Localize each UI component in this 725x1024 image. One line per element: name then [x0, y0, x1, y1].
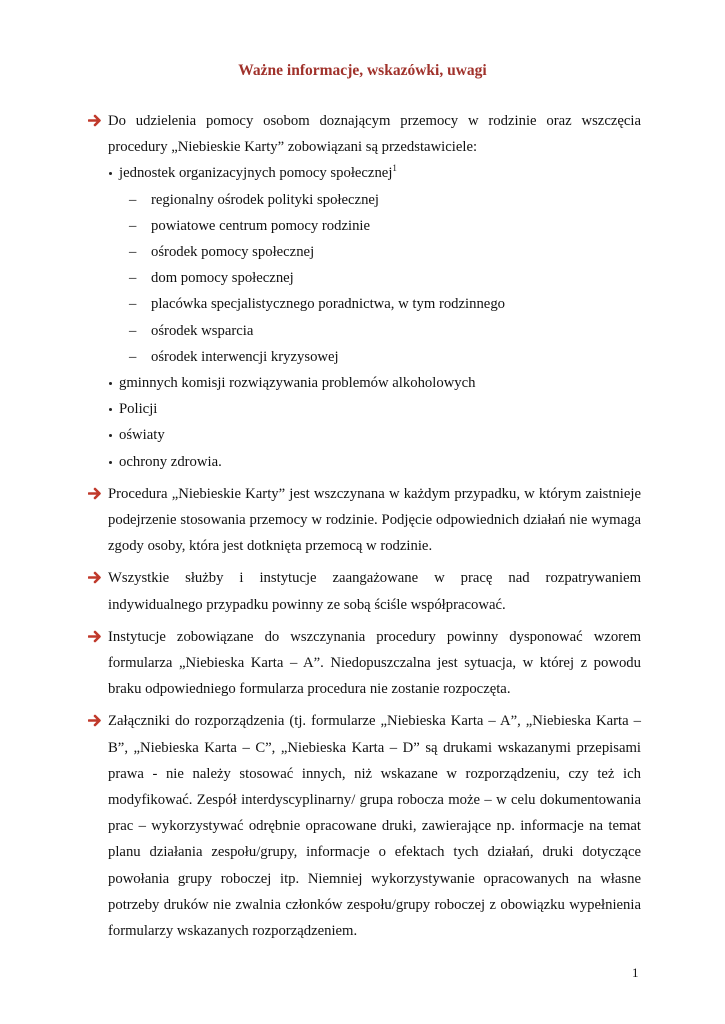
item-4-text: Instytucje zobowiązane do wszczynania procedury powinny dysponować wzorem formularza „Niebieska Karta – A”. Niedopuszczalna jest sytuacja, w której z powodu braku odpowiedniego formularza procedura nie zostanie rozpoczęta. — [108, 628, 641, 698]
bullet-dot-icon — [109, 434, 112, 437]
dash-mark: – — [129, 191, 137, 208]
bullet-item — [108, 396, 641, 422]
dash-list — [119, 187, 641, 370]
list-item-3 — [88, 565, 641, 617]
right-arrow-icon — [88, 629, 103, 644]
dash-label: ośrodek pomocy społecznej — [151, 244, 315, 261]
dash-label: powiatowe centrum pomocy rodzinie — [151, 217, 371, 234]
bullet-list — [108, 160, 641, 474]
footnote-marker: 1 — [392, 163, 397, 174]
item-5-text: Załączniki do rozporządzenia (tj. formularze „Niebieska Karta – A”, „Niebieska Karta – B”, „Niebieska Karta – C”, „Niebieska Karta – D” są drukami wskazanymi przepisami prawa - nie należy stosować innych, niż wskazane w rozporządzeniu, czy też ich modyfikować. Zespół interdyscyplinarny/ grupa robocza może – w celu dokumentowania prac – wykorzystywać odrębnie opracowane druki, zawierające np. informacje na temat planu działania zespołu/grupy, informacje o efektach tych działań, druki dotyczące powołania grupy roboczej itp. Niemniej wykorzystywanie opracowanych na własne potrzeby druków nie zwalnia członków zespołu/grupy roboczej z obowiązku wypełnienia formularzy wskazanych rozporządzeniem. — [108, 713, 641, 940]
dash-item — [119, 265, 641, 291]
list-item-1 — [88, 108, 641, 475]
right-arrow-icon — [88, 713, 103, 728]
dash-item — [119, 344, 641, 370]
bullet-label: Policji — [119, 401, 158, 418]
bullet-dot-icon — [109, 461, 112, 464]
dash-item — [119, 187, 641, 213]
bullet-label: gminnych komisji rozwiązywania problemów alkoholowych — [119, 375, 476, 392]
dash-label: ośrodek wsparcia — [151, 322, 254, 339]
dash-item — [119, 291, 641, 317]
right-arrow-icon — [88, 113, 103, 128]
list-item-5 — [88, 708, 641, 944]
dash-label: placówka specjalistycznego poradnictwa, w tym rodzinnego — [151, 296, 506, 313]
bullet-label: ochrony zdrowia. — [119, 453, 222, 470]
list-item-2 — [88, 481, 641, 560]
bullet-item — [108, 449, 641, 475]
right-arrow-icon — [88, 570, 103, 585]
right-arrow-icon — [88, 486, 103, 501]
dash-item — [119, 239, 641, 265]
content — [88, 108, 641, 944]
dash-mark: – — [129, 244, 137, 261]
dash-mark: – — [129, 217, 137, 234]
dash-item — [119, 213, 641, 239]
bullet-dot-icon — [109, 382, 112, 385]
dash-item — [119, 318, 641, 344]
bullet-dot-icon — [109, 408, 112, 411]
bullet-item — [108, 370, 641, 396]
bullet-label: oświaty — [119, 427, 165, 444]
bullet-item — [108, 422, 641, 448]
page-title: Ważne informacje, wskazówki, uwagi — [238, 62, 487, 79]
dash-label: regionalny ośrodek polityki społecznej — [151, 191, 380, 208]
item-2-text: Procedura „Niebieskie Karty” jest wszczynana w każdym przypadku, w którym zaistnieje podejrzenie stosowania przemocy w rodzinie. Podjęcie odpowiednich działań nie wymaga zgody osoby, która jest dotknięta przemocą w rodzinie. — [108, 485, 641, 555]
bullet-dot-icon — [109, 172, 112, 175]
dash-mark: – — [129, 296, 137, 313]
dash-label: ośrodek interwencji kryzysowej — [151, 348, 339, 365]
item-1-text: Do udzielenia pomocy osobom doznającym przemocy w rodzinie oraz wszczęcia procedury „Niebieskie Karty” zobowiązani są przedstawiciele: — [108, 113, 641, 156]
dash-label: dom pomocy społecznej — [151, 270, 294, 287]
dash-mark: – — [129, 270, 137, 287]
list-item-4 — [88, 624, 641, 703]
bullet-label: jednostek organizacyjnych pomocy społecznej — [119, 165, 393, 182]
page-number: 1 — [632, 965, 639, 980]
bullet-item — [108, 160, 641, 370]
dash-mark: – — [129, 348, 137, 365]
item-3-text: Wszystkie służby i instytucje zaangażowane w pracę nad rozpatrywaniem indywidualnego przypadku powinny ze sobą ściśle współpracować. — [108, 570, 641, 613]
dash-mark: – — [129, 322, 137, 339]
